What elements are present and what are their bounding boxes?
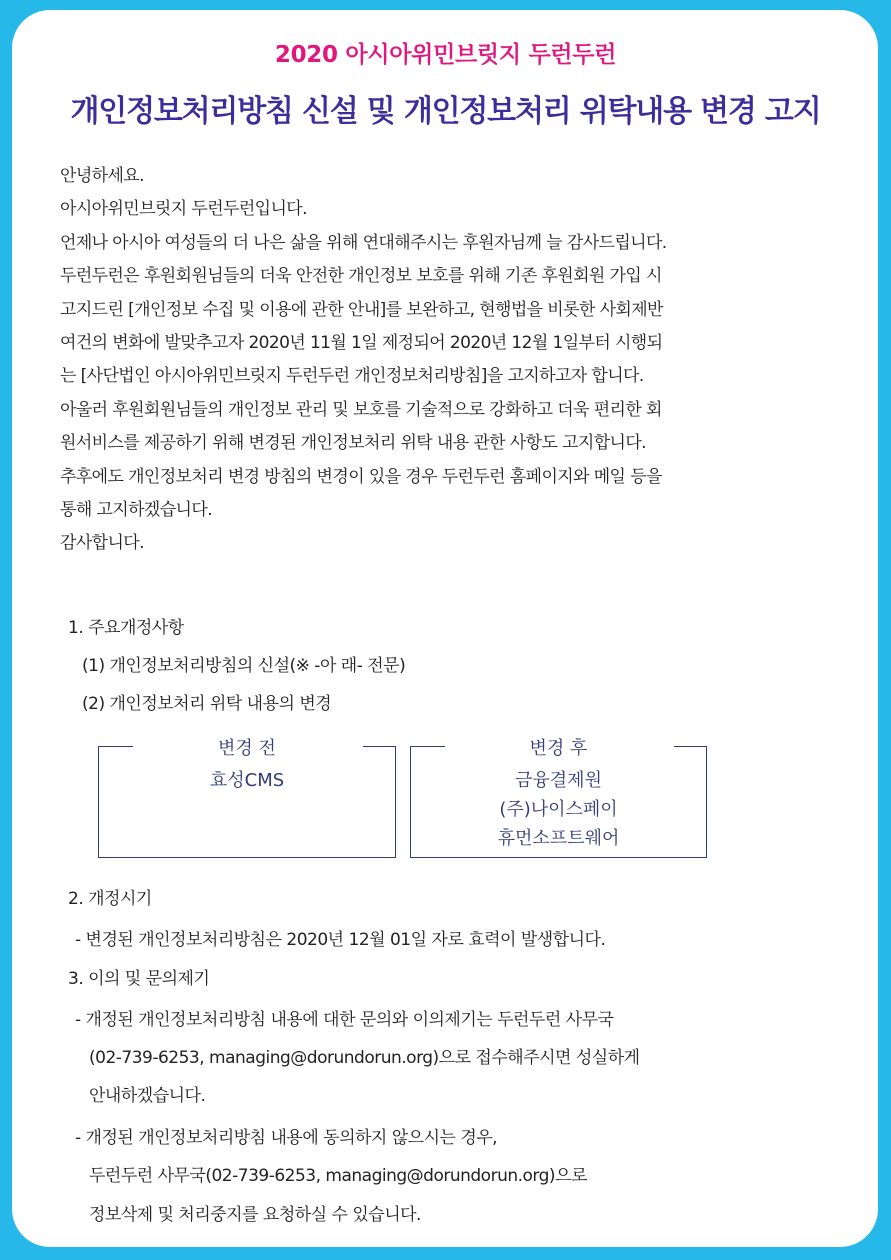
before-box xyxy=(98,738,396,858)
intro-line: 아울러 후원회원님들의 개인정보 관리 및 보호를 기술적으로 강화하고 더욱 편리한 회 xyxy=(60,399,662,420)
after-item: 휴먼소프트웨어 xyxy=(497,828,620,849)
section3-heading: 3. 이의 및 문의제기 xyxy=(68,969,210,989)
intro-line: 두런두런은 후원회원님들의 더욱 안전한 개인정보 보호를 위해 기존 후원회원 가입 시 xyxy=(60,266,662,287)
section2-heading: 2. 개정시기 xyxy=(68,889,152,909)
after-label: 변경 후 xyxy=(529,738,588,759)
section2-line: - 변경된 개인정보처리방침은 2020년 12월 01일 자로 효력이 발생합니다. xyxy=(75,930,606,950)
after-item: (주)나이스페이 xyxy=(499,799,618,820)
intro-line: 통해 고지하겠습니다. xyxy=(60,500,213,521)
intro-line: 안녕하세요. xyxy=(60,166,144,186)
section3-line: - 개정된 개인정보처리방침 내용에 동의하지 않으시는 경우, xyxy=(75,1128,498,1148)
intro-line: 는 [사단법인 아시아위민브릿지 두런두런 개인정보처리방침]을 고지하고자 합니다. xyxy=(60,366,644,387)
intro-line: 추후에도 개인정보처리 변경 방침의 변경이 있을 경우 두런두런 홈페이지와 메일 등을 xyxy=(60,466,662,487)
after-box xyxy=(410,738,707,858)
intro-line: 고지드린 [개인정보 수집 및 이용에 관한 안내]를 보완하고, 현행법을 비롯한 사회제반 xyxy=(60,299,663,320)
after-item: 금융결제원 xyxy=(515,770,602,791)
section1-sub2: (2) 개인정보처리 위탁 내용의 변경 xyxy=(82,694,332,714)
before-item: 효성CMS xyxy=(209,770,285,791)
intro-line: 언제나 아시아 여성들의 더 나은 삶을 위해 연대해주시는 후원자님께 늘 감사드립니다. xyxy=(60,232,667,253)
subtitle: 2020 아시아위민브릿지 두런두런 xyxy=(274,42,617,68)
section3-line: (02-739-6253, managing@dorundorun.org)으로 접수해주시면 성실하게 xyxy=(89,1048,640,1068)
section3-line: 두런두런 사무국(02-739-6253, managing@dorundorun.org)으로 xyxy=(89,1166,587,1186)
before-label: 변경 전 xyxy=(218,738,276,759)
intro-paragraph xyxy=(60,160,850,561)
intro-line: 여건의 변화에 발맞추고자 2020년 11월 1일 제정되어 2020년 12월 1일부터 시행되 xyxy=(60,333,663,354)
section1-sub1: (1) 개인정보처리방침의 신설(※ -아 래- 전문) xyxy=(82,656,406,676)
section3-line: 안내하겠습니다. xyxy=(89,1086,206,1106)
section3-line: 정보삭제 및 처리중지를 요청하실 수 있습니다. xyxy=(89,1205,421,1225)
intro-line: 원서비스를 제공하기 위해 변경된 개인정보처리 위탁 내용 관한 사항도 고지합니다. xyxy=(60,433,646,454)
intro-line: 아시아위민브릿지 두런두런입니다. xyxy=(60,199,307,220)
intro-line: 감사합니다. xyxy=(60,533,144,554)
section1-heading: 1. 주요개정사항 xyxy=(68,618,184,638)
page-title: 개인정보처리방침 신설 및 개인정보처리 위탁내용 변경 고지 xyxy=(70,94,821,129)
section3-line: - 개정된 개인정보처리방침 내용에 대한 문의와 이의제기는 두런두런 사무국 xyxy=(75,1010,614,1030)
